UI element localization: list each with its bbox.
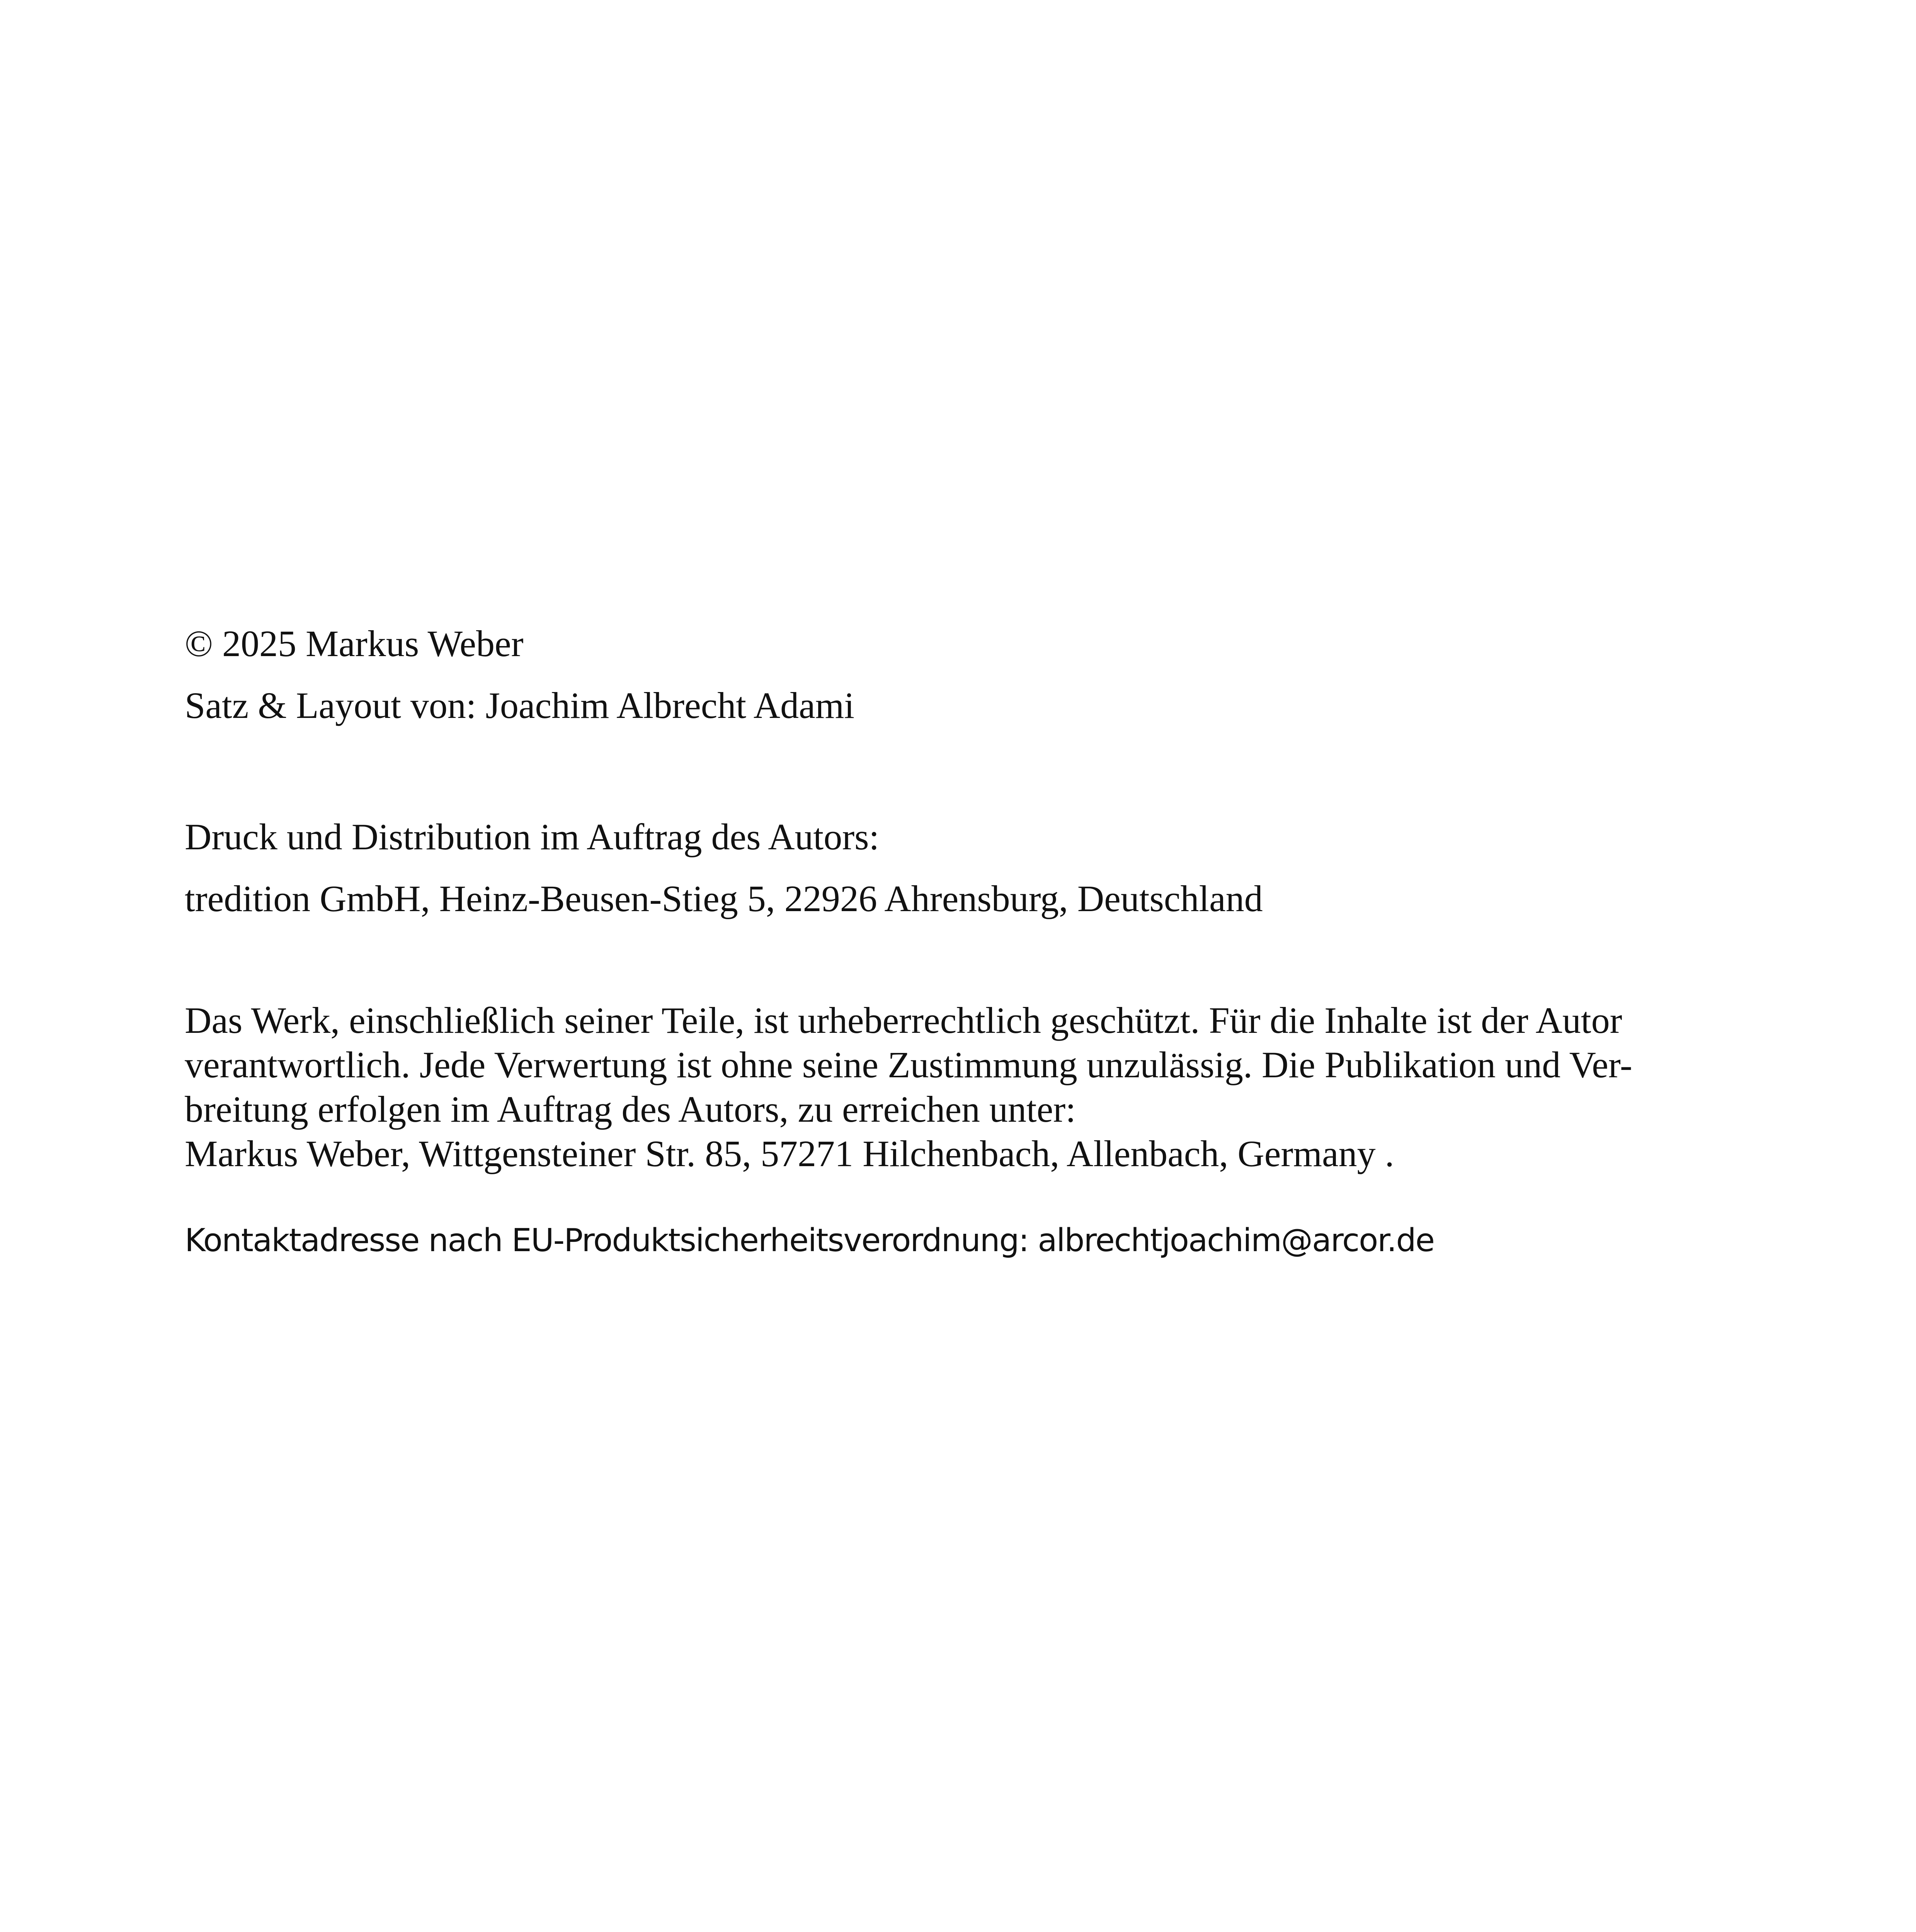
layout-credit-line: Satz & Layout von: Joachim Albrecht Adami: [185, 685, 855, 726]
copyright-line: © 2025 Markus Weber: [185, 623, 524, 664]
contact-address-line: Kontaktadresse nach EU-Produktsicherheitsverordnung: albrechtjoachim@arcor.de: [185, 1222, 1434, 1259]
legal-notice-line: Das Werk, einschließlich seiner Teile, ist urheberrechtlich geschützt. Für die Inhalte ist der Autor: [185, 1000, 1622, 1041]
author-address-line: Markus Weber, Wittgensteiner Str. 85, 57271 Hilchenbach, Allenbach, Germany .: [185, 1133, 1394, 1174]
print-distribution-heading: Druck und Distribution im Auftrag des Autors:: [185, 816, 880, 857]
legal-notice-line: verantwortlich. Jede Verwertung ist ohne seine Zustimmung unzulässig. Die Publikation und Ver-: [185, 1044, 1632, 1085]
publisher-address: tredition GmbH, Heinz-Beusen-Stieg 5, 22926 Ahrensburg, Deutschland: [185, 878, 1263, 919]
legal-notice: [185, 998, 1632, 1176]
legal-notice-line: breitung erfolgen im Auftrag des Autors, zu erreichen unter:: [185, 1088, 1076, 1130]
